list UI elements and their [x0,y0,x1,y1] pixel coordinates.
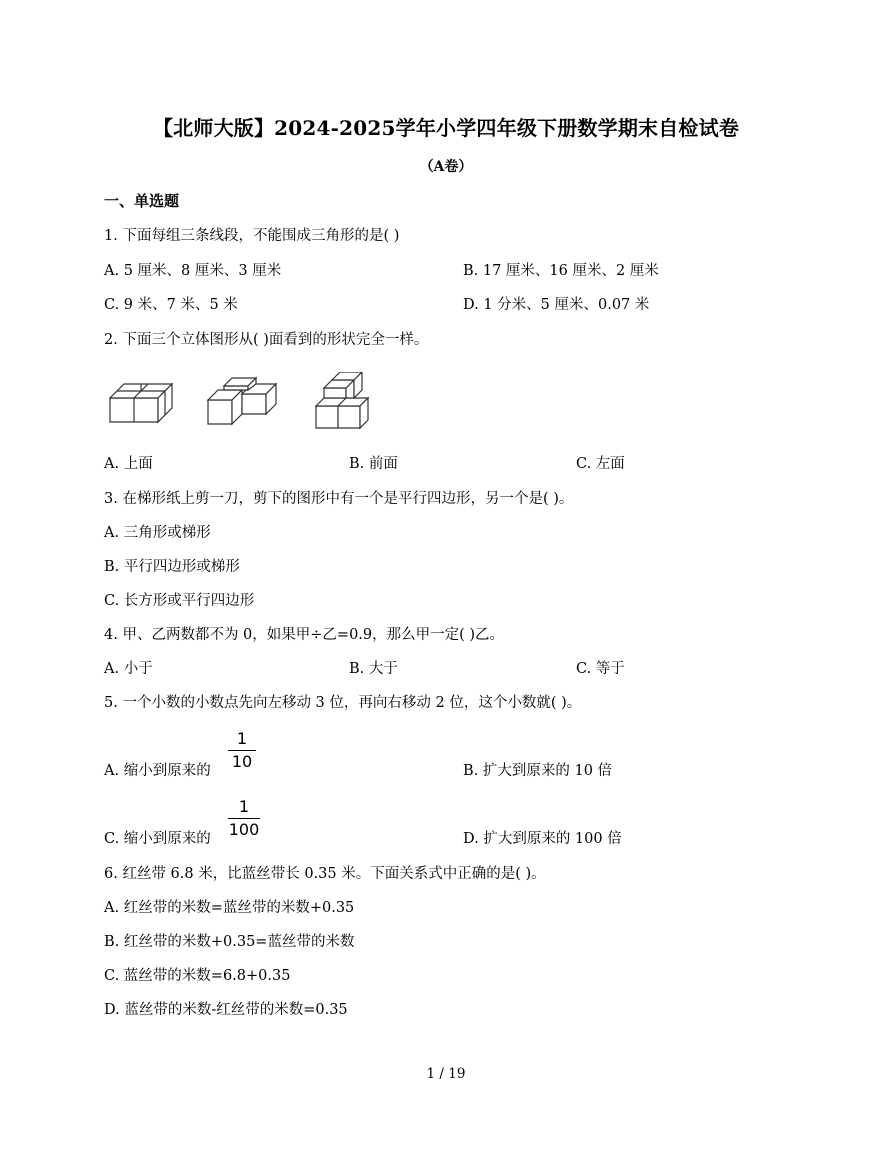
q6-option-a: A. 红丝带的米数=蓝丝带的米数+0.35 [104,900,355,916]
q4-stem: 4. 甲、乙两数都不为 0，如果甲÷乙=0.9，那么甲一定( )乙。 [104,627,505,643]
q6-option-c: C. 蓝丝带的米数=6.8+0.35 [104,968,291,984]
q3-option-b: B. 平行四边形或梯形 [104,559,240,575]
q1-option-a: A. 5 厘米、8 厘米、3 厘米 [104,263,282,279]
q3-stem: 3. 在梯形纸上剪一刀，剪下的图形中有一个是平行四边形，另一个是( )。 [104,491,574,507]
q5-option-c: C. 缩小到原来的 [104,831,211,847]
q1-option-d: D. 1 分米、5 厘米、0.07 米 [463,297,650,313]
q5-option-c-fraction [228,797,260,840]
q5-option-a: A. 缩小到原来的 [104,763,211,779]
q4-option-c: C. 等于 [576,661,625,677]
cube-figure-2 [208,378,276,424]
q6-option-b: B. 红丝带的米数+0.35=蓝丝带的米数 [104,934,355,950]
fraction-denominator: 10 [231,752,253,771]
q5-option-b: B. 扩大到原来的 10 倍 [463,763,613,779]
page-title: 【北师大版】2024-2025学年小学四年级下册数学期末自检试卷 [152,116,740,140]
q5-option-a-fraction [228,729,256,772]
q5-option-d: D. 扩大到原来的 100 倍 [463,831,622,847]
q2-option-a: A. 上面 [104,456,153,472]
fraction-numerator: 1 [236,729,248,748]
q5-stem: 5. 一个小数的小数点先向左移动 3 位，再向右移动 2 位，这个小数就( )。 [104,695,582,711]
q4-option-b: B. 大于 [349,661,398,677]
cube-figure-3 [316,372,368,428]
cube-figures-image [106,372,386,434]
q1-option-b: B. 17 厘米、16 厘米、2 厘米 [463,263,659,279]
page-subtitle: （A卷） [419,159,473,175]
q1-option-c: C. 9 米、7 米、5 米 [104,297,238,313]
q2-option-c: C. 左面 [576,456,625,472]
fraction-numerator: 1 [238,797,250,816]
section-heading: 一、单选题 [104,192,180,210]
fraction-bar [228,750,256,751]
q4-option-a: A. 小于 [104,661,153,677]
q3-option-c: C. 长方形或平行四边形 [104,593,255,609]
q3-option-a: A. 三角形或梯形 [104,525,211,541]
q1-stem: 1. 下面每组三条线段，不能围成三角形的是( ) [104,228,400,244]
q6-stem: 6. 红丝带 6.8 米，比蓝丝带长 0.35 米。下面关系式中正确的是( )。 [104,866,546,882]
q6-option-d: D. 蓝丝带的米数-红丝带的米数=0.35 [104,1002,348,1018]
q2-stem: 2. 下面三个立体图形从( )面看到的形状完全一样。 [104,332,429,348]
cube-figure-1 [110,384,172,422]
page-number: 1 / 19 [426,1066,466,1082]
fraction-bar [228,818,260,819]
q2-option-b: B. 前面 [349,456,398,472]
fraction-denominator: 100 [228,820,260,839]
